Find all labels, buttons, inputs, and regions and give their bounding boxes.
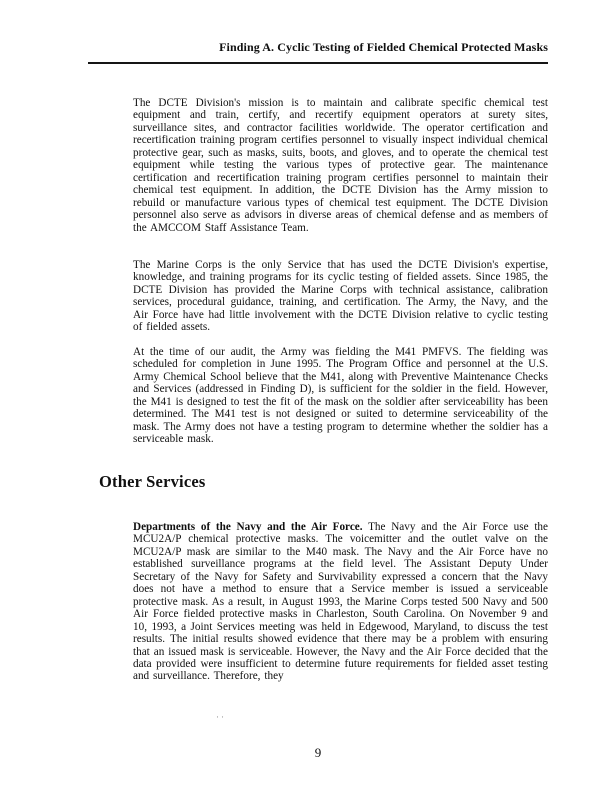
running-header: Finding A. Cyclic Testing of Fielded Chemical Protected Masks [219,40,548,54]
paragraph-lead-in: Departments of the Navy and the Air Force. [133,521,363,533]
paragraph-dcte-mission: The DCTE Division's mission is to maintain and calibrate specific chemical test equipment and train, certify, and recertify equipment operators at surety sites, surveillance sites, and contractor facilities worldwide. The operator certification and recertification training program certifies personnel to visually inspect individual chemical protective gear, such as masks, suits, boots, and gloves, and to operate the chemical test equipment while testing the various types of protective gear. The maintenance certification and recertification training program certifies personnel to maintain their chemical test equipment. In addition, the DCTE Division has the Army mission to rebuild or manufacture various types of chemical test equipment. The DCTE Division personnel also serve as advisors in diverse areas of chemical defense and as members of the AMCCOM Staff Assistance Team. [133,97,548,234]
paragraph-m41-fielding: At the time of our audit, the Army was fielding the M41 PMFVS. The fielding was scheduled for completion in June 1995. The Program Office and personnel at the U.S. Army Chemical School believe that the M41, along with Preventive Maintenance Checks and Services (addressed in Finding D), is sufficient for the soldier in the field. However, the M41 is designed to test the fit of the mask on the soldier after serviceability has been determined. The M41 test is not designed or suited to determine serviceability of the mask. The Army does not have a testing program to determine whether the soldier has a serviceable mask. [133,346,548,446]
paragraph-navy-air-force [133,521,548,683]
page-number: 9 [314,745,322,760]
section-heading-other-services: Other Services [99,472,206,491]
paragraph-marine-corps: The Marine Corps is the only Service that has used the DCTE Division's expertise, knowledge, and training programs for its cyclic testing of fielded assets. Since 1985, the DCTE Division has provided the Marine Corps with technical assistance, calibration services, procedural guidance, training, and certification. The Army, the Navy, and the Air Force have had little involvement with the DCTE Division relative to cyclic testing of fielded assets. [133,259,548,334]
scan-artifact: ·· [216,712,226,722]
header-divider [88,62,548,64]
paragraph-body-text: The Navy and the Air Force use the MCU2A/P chemical protective masks. The voicemitter and the outlet valve on the MCU2A/P mask are similar to the M40 mask. The Navy and the Air Force have no established surveillance programs at the field level. The Assistant Deputy Under Secretary of the Navy for Safety and Survivability expressed a concern that the Navy does not have a method to ensure that a Service member is issued a serviceable protective mask. As a result, in August 1993, the Marine Corps tested 500 Navy and 500 Air Force fielded protective masks in Charleston, South Carolina. On November 9 and 10, 1993, a Joint Services meeting was held in Edgewood, Maryland, to discuss the test results. The initial results showed evidence that there may be a problem with ensuring that an issued mask is serviceable. However, the Navy and the Air Force decided that the data provided were insufficient to determine future requirements for fielded asset testing and surveillance. Therefore, they [133,521,548,683]
